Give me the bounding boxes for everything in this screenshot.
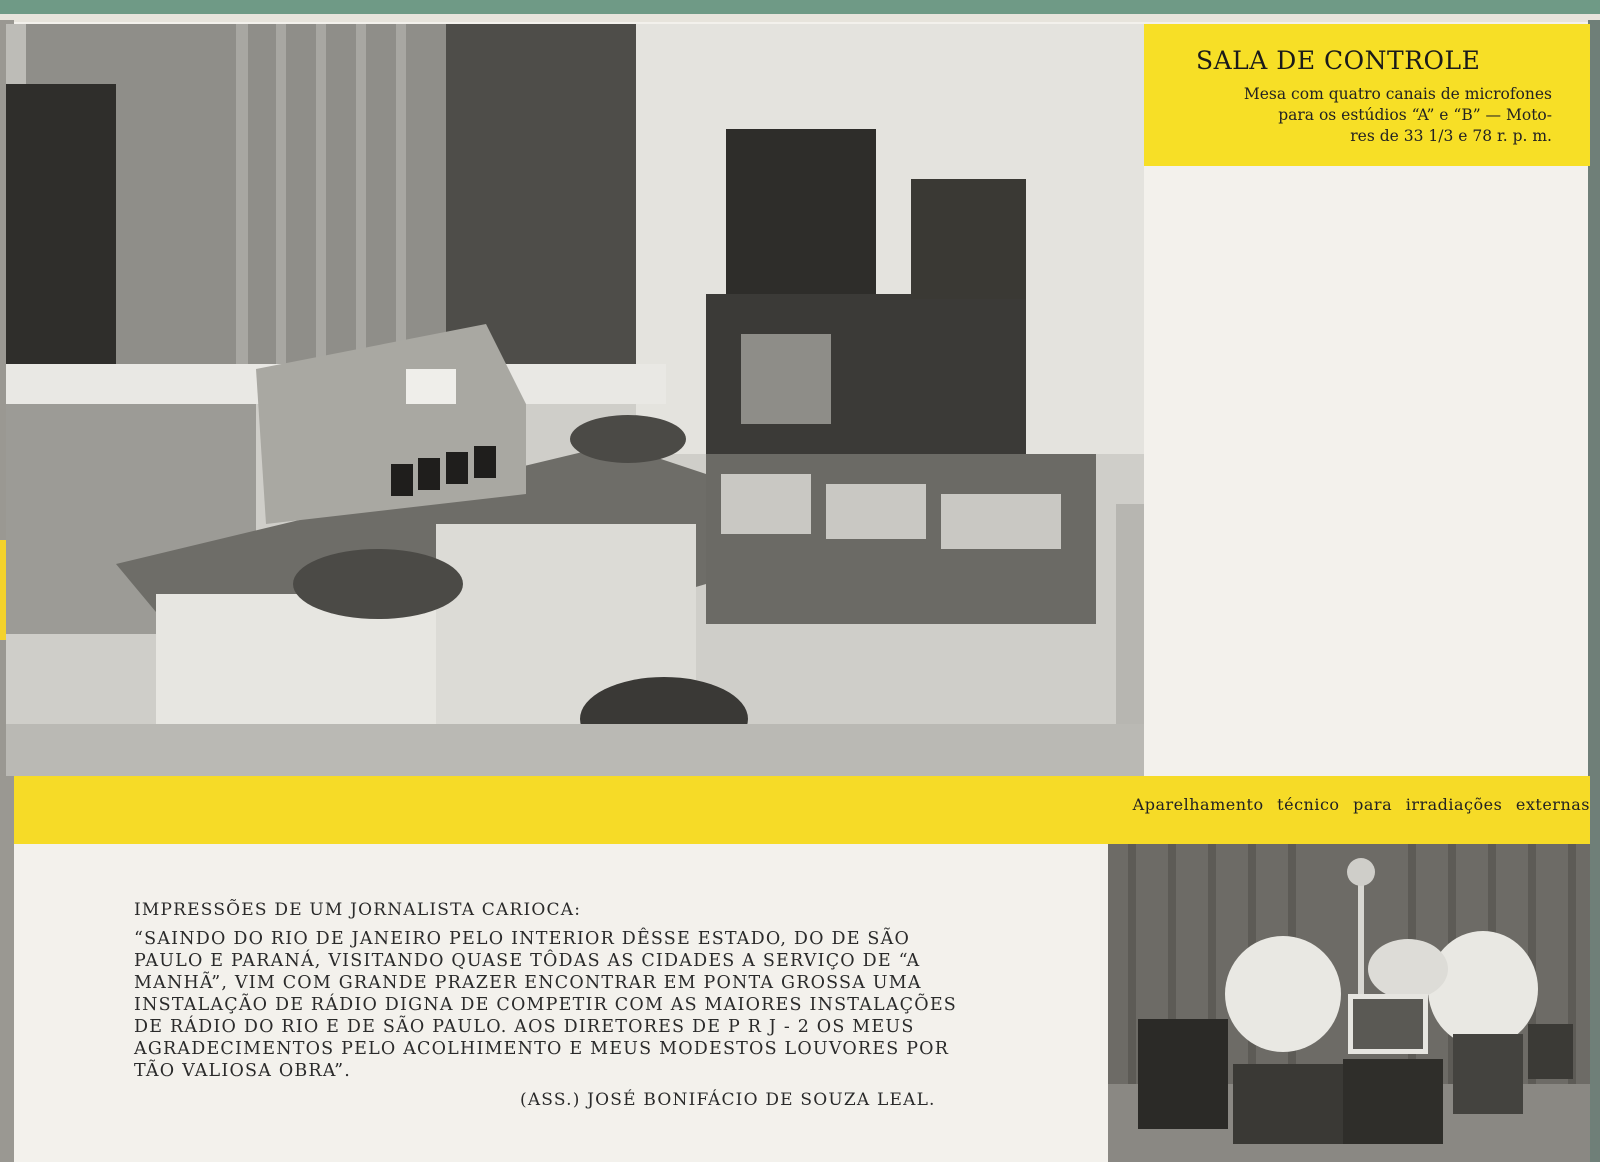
caption-title: SALA DE CONTROLE [1196, 46, 1481, 75]
caption-text: Mesa com quatro canais de microfones para os estúdios “A” e “B” — Moto- res de 33 1/3 e 78 r. p. m. [1243, 85, 1552, 145]
quote-heading: IMPRESSÕES DE UM JORNALISTA CARIOCA: [134, 900, 582, 920]
page-edge-band [0, 14, 1600, 22]
control-room-photo [6, 24, 1144, 776]
band-caption: Aparelhamento técnico para irradiações externas [1132, 795, 1590, 814]
quote-signature: (ASS.) JOSÉ BONIFÁCIO DE SOUZA LEAL. [520, 1090, 936, 1110]
journalist-quote [134, 900, 966, 1082]
external-equipment-photo [1108, 844, 1590, 1162]
quote-body: “SAINDO DO RIO DE JANEIRO PELO INTERIOR DÊSSE ESTADO, DO DE SÃO PAULO E PARANÁ, VISITANDO QUASE TÔDAS AS CIDADES A SERVIÇO DE “A MANHÃ”, VIM COM GRANDE PRAZER ENCONTRAR EM PONTA GROSSA UMA INSTALAÇÃO DE RÁDIO DIGNA DE COMPETIR COM AS MAIORES INSTALAÇÕES DE RÁDIO DO RIO E DE SÃO PAULO. AOS DIRETORES DE P R J - 2 OS MEUS AGRADECIMENTOS PELO ACOLHIMENTO E MEUS MODESTOS LOUVORES POR TÃO VALIOSA OBRA”. [134, 929, 957, 1081]
